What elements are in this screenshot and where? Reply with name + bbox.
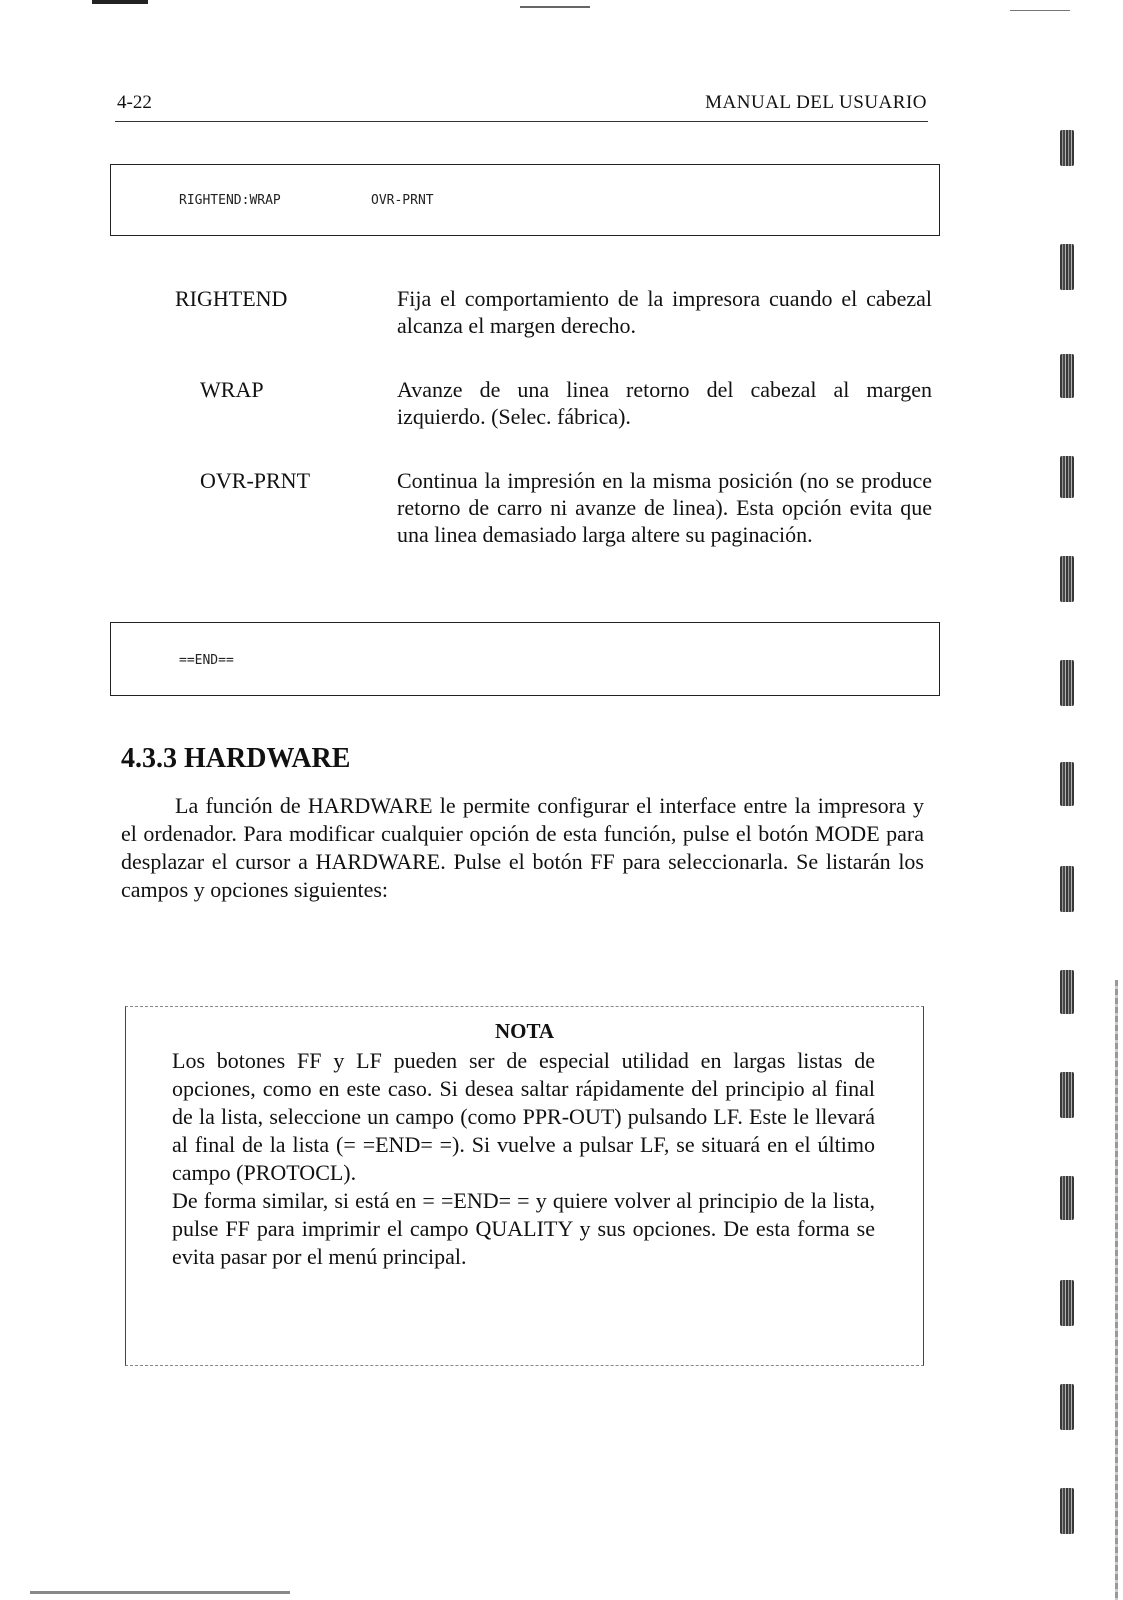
index-tab — [1060, 1384, 1074, 1430]
index-tab — [1060, 130, 1074, 166]
page-number: 4-22 — [117, 92, 152, 113]
scan-artifact — [30, 1591, 290, 1594]
definition-text: Fija el comportamiento de la impresora cuando el cabezal alcanza el margen derecho. — [397, 286, 932, 338]
note-paragraph: De forma similar, si está en = =END= = y quiere volver al principio de la lista, pulse FF para imprimir el campo QUALITY y sus opciones. De esta forma se evita pasar por el menú principal. — [172, 1188, 875, 1269]
printout-end-marker: ==END== — [179, 653, 234, 668]
index-tab — [1060, 866, 1074, 912]
definition-term: WRAP — [200, 377, 264, 402]
index-tab — [1060, 1176, 1074, 1220]
scan-artifact — [92, 0, 148, 4]
printout-sample-end — [110, 622, 940, 696]
index-tab — [1060, 660, 1074, 706]
definition-text: Continua la impresión en la misma posición (no se produce retorno de carro ni avanze de linea). Esta opción evita que una linea demasiado larga altere su paginación. — [397, 468, 932, 547]
note-body — [172, 1047, 875, 1271]
definition-term: OVR-PRNT — [200, 468, 311, 493]
section-heading: 4.3.3 HARDWARE — [121, 743, 351, 774]
note-paragraph: Los botones FF y LF pueden ser de especial utilidad en largas listas de opciones, como en este caso. Si desea saltar rápidamente del principio al final de la lista, seleccione un campo (como PPR-OUT) pulsando LF. Este le llevará al final de la lista (= =END= =). Si vuelve a pulsar LF, se situará en el último campo (PROTOCL). — [172, 1048, 875, 1185]
index-tab — [1060, 1072, 1074, 1118]
definition-term: RIGHTEND — [175, 286, 288, 311]
printout-option: OVR-PRNT — [371, 193, 434, 208]
index-tab — [1060, 970, 1074, 1014]
printout-field: RIGHTEND:WRAP — [179, 193, 281, 208]
index-tab — [1060, 762, 1074, 806]
index-tab — [1060, 354, 1074, 398]
section-paragraph: La función de HARDWARE le permite configurar el interface entre la impresora y el ordenador. Para modificar cualquier opción de esta función, pulse el botón MODE para desplazar el cursor a HARDWARE. Pulse el botón FF para seleccionarla. Se listarán los campos y opciones siguientes: — [121, 793, 924, 902]
printout-sample-top — [110, 164, 940, 236]
note-title: NOTA — [494, 1019, 555, 1043]
running-header: MANUAL DEL USUARIO — [705, 92, 927, 113]
index-tab — [1060, 556, 1074, 602]
index-tab — [1060, 244, 1074, 290]
index-tab — [1060, 1488, 1074, 1534]
header-rule — [115, 121, 928, 122]
definition-text: Avanze de una linea retorno del cabezal al margen izquierdo. (Selec. fábrica). — [397, 377, 932, 429]
page-edge — [1115, 980, 1118, 1600]
scan-artifact — [1010, 10, 1070, 11]
index-tab — [1060, 456, 1074, 498]
scan-artifact — [520, 6, 590, 8]
note-box — [125, 1006, 924, 1366]
index-tab — [1060, 1280, 1074, 1326]
